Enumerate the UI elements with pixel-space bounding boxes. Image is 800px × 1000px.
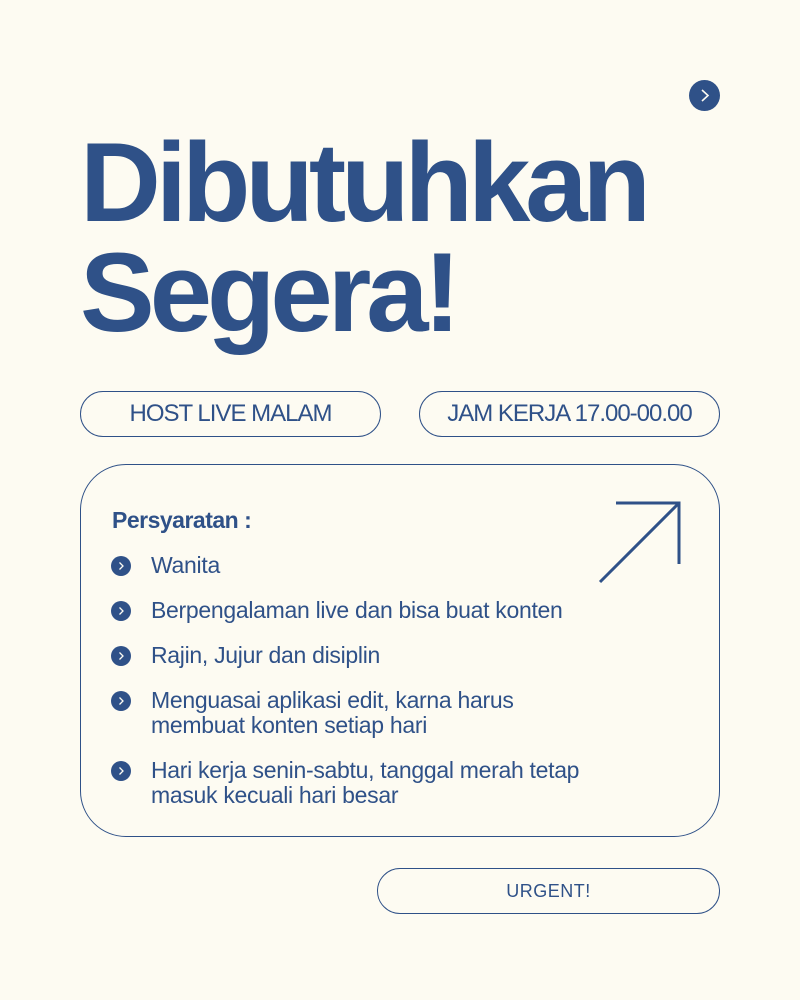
bullet-chevron-icon xyxy=(111,646,131,666)
list-item: Berpengalaman live dan bisa buat konten xyxy=(111,598,579,623)
list-item: Wanita xyxy=(111,553,579,578)
title-line-1: Dibutuhkan xyxy=(80,120,646,245)
hours-tag: JAM KERJA 17.00-00.00 xyxy=(419,391,720,437)
list-item: Menguasai aplikasi edit, karna harus membuat konten setiap hari xyxy=(111,688,579,738)
bullet-chevron-icon xyxy=(111,761,131,781)
urgent-button[interactable]: URGENT! xyxy=(377,868,720,914)
bullet-chevron-icon xyxy=(111,556,131,576)
bullet-chevron-icon xyxy=(111,601,131,621)
requirements-heading: Persyaratan : xyxy=(112,507,252,533)
page-title xyxy=(80,120,646,355)
next-button[interactable] xyxy=(689,80,720,111)
list-item: Rajin, Jujur dan disiplin xyxy=(111,643,579,668)
requirements-card xyxy=(80,464,720,837)
chevron-right-icon xyxy=(689,80,720,111)
position-tag: HOST LIVE MALAM xyxy=(80,391,381,437)
arrow-up-right-icon xyxy=(596,500,686,590)
title-line-2: Segera! xyxy=(80,230,456,355)
list-item: Hari kerja senin-sabtu, tanggal merah tetap masuk kecuali hari besar xyxy=(111,758,579,808)
bullet-chevron-icon xyxy=(111,691,131,711)
requirements-list xyxy=(111,553,579,828)
